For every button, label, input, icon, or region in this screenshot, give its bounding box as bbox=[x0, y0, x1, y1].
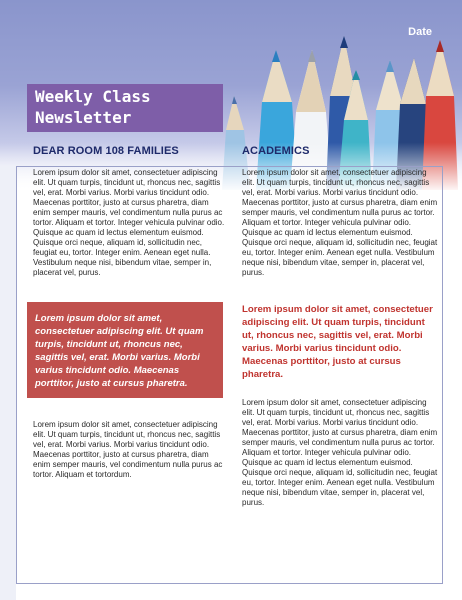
title-line-1: Weekly Class bbox=[35, 87, 151, 106]
callout-box bbox=[27, 302, 223, 398]
left-column-heading: DEAR ROOM 108 FAMILIES bbox=[33, 145, 179, 157]
right-column-heading: ACADEMICS bbox=[242, 145, 310, 157]
date-label: Date bbox=[408, 26, 432, 38]
left-paragraph-2: Lorem ipsum dolor sit amet, consectetuer adipiscing elit. Ut quam turpis, tincidunt ut, rhoncus nec, sagittis vel, erat. Morbi varius. Morbi varius tincidunt odio. Maecenas porttitor, justo at cursus pharetra, diam enim semper mauris, vel condimentum nulla purus ac tortor. Aliquam et tortordum. bbox=[33, 420, 223, 479]
callout-text: Lorem ipsum dolor sit amet, consectetuer adipiscing elit. Ut quam turpis, tincidunt ut, rhoncus nec, sagittis vel, erat. Morbi varius. Morbi varius tincidunt odio. Maecenas porttitor, justo at cursus pharetra. bbox=[35, 313, 204, 389]
left-paragraph-1: Lorem ipsum dolor sit amet, consectetuer adipiscing elit. Ut quam turpis, tincidunt ut, rhoncus nec, sagittis vel, erat. Morbi varius. Morbi varius tincidunt odio. Maecenas porttitor, justo at cursus pharetra, diam enim semper mauris, vel condimentum nulla purus ac tortor. Aliquam et tortor. Integer vehicula pulvinar odio. Quisque ac quam id lectus elementum euismod. Quisque orci neque, aliquam id, sollicitudin nec, feugiat eu, tortor. Integer enim. Aenean eget nulla. Vestibulum neque nisi, bibendum vitae, semper in, placerat vel, purus. bbox=[33, 168, 225, 277]
title-line-2: Newsletter bbox=[35, 108, 132, 127]
page-margin bbox=[0, 166, 16, 600]
right-paragraph-1: Lorem ipsum dolor sit amet, consectetuer adipiscing elit. Ut quam turpis, tincidunt ut, rhoncus nec, sagittis vel, erat. Morbi varius. Morbi varius tincidunt odio. Maecenas porttitor, justo at cursus pharetra, diam enim semper mauris, vel condimentum nulla purus ac tortor. Aliquam et tortor. Integer vehicula pulvinar odio. Quisque ac quam id lectus elementum euismod. Quisque orci neque, aliquam id, sollicitudin nec, feugiat eu, tortor. Integer enim. Aenean eget nulla. Vestibulum neque nisi, bibendum vitae, semper in, placerat vel, purus. bbox=[242, 168, 438, 277]
right-paragraph-2: Lorem ipsum dolor sit amet, consectetuer adipiscing elit. Ut quam turpis, tincidunt ut, rhoncus nec, sagittis vel, erat. Morbi varius. Morbi varius tincidunt odio. Maecenas porttitor, justo at cursus pharetra, diam enim semper mauris, vel condimentum nulla purus ac tortor. Aliquam et tortor. Integer vehicula pulvinar odio. Quisque ac quam id lectus elementum euismod. Quisque orci neque, aliquam id, sollicitudin nec, feugiat eu, tortor. Integer enim. Aenean eget nulla. Vestibulum neque nisi, bibendum vitae, semper in, placerat vel, purus. bbox=[242, 398, 438, 507]
highlight-text: Lorem ipsum dolor sit amet, consectetuer adipiscing elit. Ut quam turpis, tincidunt ut, rhoncus nec, sagittis vel, erat. Morbi varius. Morbi varius tincidunt odio. Maecenas porttitor, justo at cursus pharetra. bbox=[242, 304, 433, 380]
newsletter-title bbox=[27, 84, 223, 132]
